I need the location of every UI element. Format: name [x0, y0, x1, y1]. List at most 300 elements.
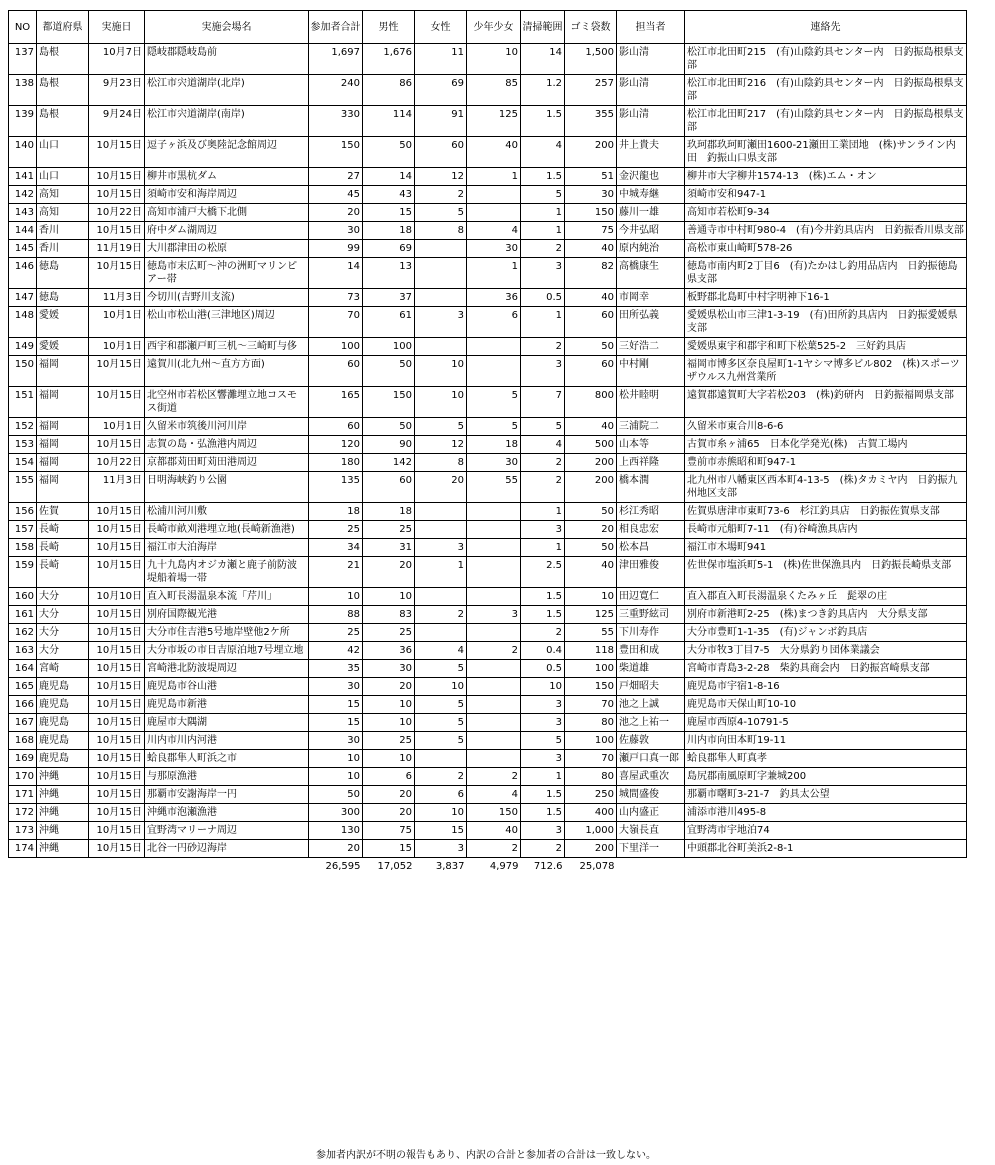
cell-male: 43 — [363, 186, 415, 204]
cell-area: 1.5 — [521, 588, 565, 606]
table-row — [9, 840, 967, 858]
cell-bags: 125 — [565, 606, 617, 624]
totals-spacer-end — [617, 858, 967, 876]
cell-bags: 118 — [565, 642, 617, 660]
table-row — [9, 436, 967, 454]
cell-date: 10月7日 — [89, 44, 145, 75]
cell-male: 18 — [363, 503, 415, 521]
cell-no: 145 — [9, 240, 37, 258]
totals-row — [9, 858, 967, 876]
cell-youth — [467, 750, 521, 768]
cell-prefecture: 山口 — [37, 137, 89, 168]
cell-venue: 松江市宍道湖岸(南岸) — [145, 106, 309, 137]
cell-bags: 40 — [565, 557, 617, 588]
cell-staff: 三好浩二 — [617, 338, 685, 356]
cell-venue: 須崎市安和海岸周辺 — [145, 186, 309, 204]
cell-no: 162 — [9, 624, 37, 642]
cell-contact: 佐世保市塩浜町5-1 (株)佐世保漁具内 日釣振長崎県支部 — [685, 557, 967, 588]
table-row — [9, 786, 967, 804]
cell-youth — [467, 678, 521, 696]
cell-contact: 豊前市赤熊昭和町947-1 — [685, 454, 967, 472]
cell-contact: 善通寺市中村町980-4 (有)今井釣具店内 日釣振香川県支部 — [685, 222, 967, 240]
cell-male: 25 — [363, 624, 415, 642]
cell-contact: 鹿児島市天保山町10-10 — [685, 696, 967, 714]
cell-female: 3 — [415, 539, 467, 557]
cell-male: 50 — [363, 356, 415, 387]
cell-contact: 川内市向田本町19-11 — [685, 732, 967, 750]
cell-male: 75 — [363, 822, 415, 840]
cell-female: 69 — [415, 75, 467, 106]
cell-date: 10月15日 — [89, 137, 145, 168]
cell-prefecture: 大分 — [37, 624, 89, 642]
cell-female: 5 — [415, 696, 467, 714]
cell-venue: 大分市坂の市日吉原泊地7号埋立地 — [145, 642, 309, 660]
cell-area: 10 — [521, 678, 565, 696]
cell-staff: 大嶺長直 — [617, 822, 685, 840]
cell-no: 138 — [9, 75, 37, 106]
col-header-male: 男性 — [363, 11, 415, 44]
cell-bags: 200 — [565, 137, 617, 168]
cell-contact: 久留米市東合川8-6-6 — [685, 418, 967, 436]
cell-youth: 2 — [467, 840, 521, 858]
cell-participants: 120 — [309, 436, 363, 454]
cell-bags: 60 — [565, 307, 617, 338]
cell-area: 1.5 — [521, 804, 565, 822]
cell-prefecture: 香川 — [37, 222, 89, 240]
table-row — [9, 44, 967, 75]
cell-bags: 60 — [565, 356, 617, 387]
cell-contact: 松江市北田町217 (有)山陰釣具センター内 日釣振島根県支部 — [685, 106, 967, 137]
cell-venue: 沖縄市泡瀬漁港 — [145, 804, 309, 822]
cell-female: 1 — [415, 557, 467, 588]
cell-male: 25 — [363, 521, 415, 539]
cell-participants: 30 — [309, 222, 363, 240]
cell-male: 15 — [363, 840, 415, 858]
cell-bags: 70 — [565, 696, 617, 714]
cell-bags: 50 — [565, 338, 617, 356]
cell-female — [415, 521, 467, 539]
cell-staff: 中城寿継 — [617, 186, 685, 204]
cell-area: 1.5 — [521, 606, 565, 624]
cell-date: 10月15日 — [89, 168, 145, 186]
cell-bags: 80 — [565, 714, 617, 732]
cell-staff: 中村剛 — [617, 356, 685, 387]
cell-youth — [467, 521, 521, 539]
cell-no: 150 — [9, 356, 37, 387]
cell-contact: 古賀市糸ヶ浦65 日本化学発光(株) 古賀工場内 — [685, 436, 967, 454]
cell-prefecture: 沖縄 — [37, 840, 89, 858]
cell-staff: 原内純治 — [617, 240, 685, 258]
cell-area: 3 — [521, 714, 565, 732]
cell-area: 0.4 — [521, 642, 565, 660]
cell-male: 25 — [363, 732, 415, 750]
cell-male: 20 — [363, 678, 415, 696]
cell-male: 60 — [363, 472, 415, 503]
cell-staff: 城間盛俊 — [617, 786, 685, 804]
cell-participants: 1,697 — [309, 44, 363, 75]
cell-no: 147 — [9, 289, 37, 307]
cell-male: 10 — [363, 750, 415, 768]
cell-area: 1 — [521, 503, 565, 521]
cell-area: 2 — [521, 240, 565, 258]
cell-area: 0.5 — [521, 660, 565, 678]
cell-female: 5 — [415, 714, 467, 732]
cell-date: 10月15日 — [89, 642, 145, 660]
cell-no: 156 — [9, 503, 37, 521]
cell-prefecture: 福岡 — [37, 356, 89, 387]
cell-bags: 82 — [565, 258, 617, 289]
cell-prefecture: 島根 — [37, 106, 89, 137]
cell-venue: 蛤良郡隼人町浜之市 — [145, 750, 309, 768]
col-header-female: 女性 — [415, 11, 467, 44]
cell-participants: 180 — [309, 454, 363, 472]
cell-prefecture: 大分 — [37, 606, 89, 624]
cell-date: 10月15日 — [89, 660, 145, 678]
cell-youth — [467, 660, 521, 678]
cell-bags: 80 — [565, 768, 617, 786]
cell-area: 3 — [521, 521, 565, 539]
cell-female: 8 — [415, 222, 467, 240]
cell-no: 160 — [9, 588, 37, 606]
cell-date: 11月3日 — [89, 289, 145, 307]
cell-area: 1 — [521, 768, 565, 786]
cell-participants: 20 — [309, 840, 363, 858]
cell-contact: 直入郡直入町長湯温泉くたみヶ丘 髭翠の庄 — [685, 588, 967, 606]
cell-no: 166 — [9, 696, 37, 714]
cell-no: 158 — [9, 539, 37, 557]
cell-staff: 影山清 — [617, 75, 685, 106]
cell-staff: 喜屋武重次 — [617, 768, 685, 786]
table-row — [9, 258, 967, 289]
cell-staff: 瀬戸口真一郎 — [617, 750, 685, 768]
cell-youth: 1 — [467, 258, 521, 289]
cell-bags: 500 — [565, 436, 617, 454]
cell-prefecture: 沖縄 — [37, 768, 89, 786]
cell-no: 152 — [9, 418, 37, 436]
cell-prefecture: 徳島 — [37, 258, 89, 289]
cell-youth: 1 — [467, 168, 521, 186]
cell-female — [415, 289, 467, 307]
cell-female: 10 — [415, 356, 467, 387]
cell-male: 14 — [363, 168, 415, 186]
cell-prefecture: 宮崎 — [37, 660, 89, 678]
header-row — [9, 11, 967, 44]
cell-participants: 14 — [309, 258, 363, 289]
table-body — [9, 44, 967, 858]
col-header-bags: ゴミ袋数 — [565, 11, 617, 44]
cell-area: 4 — [521, 436, 565, 454]
table-row — [9, 732, 967, 750]
cell-staff: 影山清 — [617, 106, 685, 137]
cell-date: 10月15日 — [89, 624, 145, 642]
cell-venue: 高知市浦戸大橋下北側 — [145, 204, 309, 222]
cell-bags: 1,000 — [565, 822, 617, 840]
cell-area: 3 — [521, 356, 565, 387]
cell-staff: 田辺寛仁 — [617, 588, 685, 606]
cell-bags: 800 — [565, 387, 617, 418]
cell-participants: 60 — [309, 418, 363, 436]
cell-female: 4 — [415, 642, 467, 660]
cell-youth: 5 — [467, 418, 521, 436]
table-row — [9, 75, 967, 106]
cell-male: 15 — [363, 204, 415, 222]
cell-venue: 与那原漁港 — [145, 768, 309, 786]
cell-venue: 遠賀川(北九州～直方方面) — [145, 356, 309, 387]
cell-contact: 高知市若松町9-34 — [685, 204, 967, 222]
cell-staff: 戸畑昭夫 — [617, 678, 685, 696]
cell-date: 10月15日 — [89, 768, 145, 786]
cell-participants: 25 — [309, 624, 363, 642]
table-row — [9, 714, 967, 732]
cell-male: 31 — [363, 539, 415, 557]
cell-staff: 津田雅俊 — [617, 557, 685, 588]
cell-bags: 51 — [565, 168, 617, 186]
cell-no: 148 — [9, 307, 37, 338]
cell-staff: 佐藤敦 — [617, 732, 685, 750]
cell-area: 3 — [521, 750, 565, 768]
cell-prefecture: 沖縄 — [37, 822, 89, 840]
cell-no: 153 — [9, 436, 37, 454]
cell-staff: 橋本潤 — [617, 472, 685, 503]
table-row — [9, 240, 967, 258]
table-row — [9, 387, 967, 418]
cell-date: 9月24日 — [89, 106, 145, 137]
cell-prefecture: 島根 — [37, 44, 89, 75]
table-row — [9, 472, 967, 503]
table-row — [9, 289, 967, 307]
cell-date: 10月15日 — [89, 521, 145, 539]
cell-venue: 直入町長湯温泉本流「芹川」 — [145, 588, 309, 606]
cell-male: 69 — [363, 240, 415, 258]
cell-prefecture: 高知 — [37, 204, 89, 222]
cell-youth: 36 — [467, 289, 521, 307]
cell-no: 140 — [9, 137, 37, 168]
cell-area: 2 — [521, 840, 565, 858]
cell-area: 1 — [521, 307, 565, 338]
total-bags: 25,078 — [565, 858, 617, 876]
cell-area: 2.5 — [521, 557, 565, 588]
cell-no: 169 — [9, 750, 37, 768]
table-row — [9, 338, 967, 356]
cell-male: 13 — [363, 258, 415, 289]
cell-youth — [467, 204, 521, 222]
cell-staff: 杉江秀昭 — [617, 503, 685, 521]
cell-date: 10月15日 — [89, 503, 145, 521]
cell-bags: 100 — [565, 732, 617, 750]
cell-prefecture: 福岡 — [37, 387, 89, 418]
cell-date: 10月15日 — [89, 356, 145, 387]
cell-venue: 鹿児島市新港 — [145, 696, 309, 714]
cell-date: 10月1日 — [89, 338, 145, 356]
cell-youth — [467, 714, 521, 732]
cell-staff: 下里洋一 — [617, 840, 685, 858]
cell-youth — [467, 338, 521, 356]
cell-participants: 50 — [309, 786, 363, 804]
cell-prefecture: 長崎 — [37, 557, 89, 588]
cell-participants: 20 — [309, 204, 363, 222]
cell-no: 170 — [9, 768, 37, 786]
cell-participants: 150 — [309, 137, 363, 168]
cell-venue: 川内市川内河港 — [145, 732, 309, 750]
cell-youth: 30 — [467, 454, 521, 472]
table-row — [9, 222, 967, 240]
cell-participants: 42 — [309, 642, 363, 660]
cell-staff: 松井睦明 — [617, 387, 685, 418]
cell-no: 164 — [9, 660, 37, 678]
cell-date: 10月15日 — [89, 258, 145, 289]
cell-area: 3 — [521, 258, 565, 289]
cell-area: 7 — [521, 387, 565, 418]
cell-female — [415, 240, 467, 258]
cell-male: 37 — [363, 289, 415, 307]
cell-bags: 40 — [565, 289, 617, 307]
total-female: 3,837 — [415, 858, 467, 876]
cell-venue: 隠岐郡隠岐島前 — [145, 44, 309, 75]
cell-youth — [467, 356, 521, 387]
cell-participants: 240 — [309, 75, 363, 106]
cell-youth: 4 — [467, 786, 521, 804]
cell-youth — [467, 732, 521, 750]
cell-participants: 15 — [309, 714, 363, 732]
table-row — [9, 356, 967, 387]
cell-date: 10月15日 — [89, 557, 145, 588]
cell-venue: 宮崎港北防波堤周辺 — [145, 660, 309, 678]
cell-bags: 257 — [565, 75, 617, 106]
cell-bags: 55 — [565, 624, 617, 642]
cell-prefecture: 山口 — [37, 168, 89, 186]
cell-prefecture: 沖縄 — [37, 804, 89, 822]
cell-youth — [467, 624, 521, 642]
cell-participants: 25 — [309, 521, 363, 539]
cell-male: 1,676 — [363, 44, 415, 75]
cell-venue: 大分市住吉港5号地岸壁他2ケ所 — [145, 624, 309, 642]
cell-contact: 宜野湾市宇地泊74 — [685, 822, 967, 840]
cell-date: 10月1日 — [89, 418, 145, 436]
cell-date: 10月15日 — [89, 222, 145, 240]
cell-staff: 三浦院二 — [617, 418, 685, 436]
cell-youth: 5 — [467, 387, 521, 418]
cell-no: 168 — [9, 732, 37, 750]
cell-prefecture: 沖縄 — [37, 786, 89, 804]
table-row — [9, 804, 967, 822]
cell-participants: 21 — [309, 557, 363, 588]
cell-no: 143 — [9, 204, 37, 222]
cell-staff: 金沢龍也 — [617, 168, 685, 186]
cell-date: 10月15日 — [89, 786, 145, 804]
table-row — [9, 660, 967, 678]
cell-female — [415, 750, 467, 768]
cell-prefecture: 福岡 — [37, 418, 89, 436]
cell-male: 50 — [363, 418, 415, 436]
cell-venue: 那覇市安謝海岸一円 — [145, 786, 309, 804]
cell-no: 161 — [9, 606, 37, 624]
cell-youth: 3 — [467, 606, 521, 624]
cell-date: 10月10日 — [89, 588, 145, 606]
table-row — [9, 768, 967, 786]
table-row — [9, 678, 967, 696]
cell-participants: 30 — [309, 732, 363, 750]
cell-female: 2 — [415, 606, 467, 624]
cell-youth: 2 — [467, 768, 521, 786]
cell-no: 167 — [9, 714, 37, 732]
cell-bags: 40 — [565, 240, 617, 258]
cell-youth: 55 — [467, 472, 521, 503]
cell-venue: 日明海峡釣り公園 — [145, 472, 309, 503]
cell-area: 3 — [521, 696, 565, 714]
table-row — [9, 606, 967, 624]
cell-bags: 40 — [565, 418, 617, 436]
cell-date: 11月19日 — [89, 240, 145, 258]
cell-venue: 九十九島内オジカ瀬と鹿子前防波堤船着場一帯 — [145, 557, 309, 588]
cell-area: 1.5 — [521, 168, 565, 186]
cell-contact: 宮崎市青島3-2-28 柴釣具商会内 日釣振宮崎県支部 — [685, 660, 967, 678]
cell-participants: 100 — [309, 338, 363, 356]
cell-date: 10月15日 — [89, 750, 145, 768]
col-header-contact: 連絡先 — [685, 11, 967, 44]
cell-date: 10月15日 — [89, 539, 145, 557]
cell-contact: 高松市東山崎町578-26 — [685, 240, 967, 258]
cell-female: 12 — [415, 436, 467, 454]
cell-participants: 300 — [309, 804, 363, 822]
cell-contact: 愛媛県東宇和郡宇和町下松葉525-2 三好釣具店 — [685, 338, 967, 356]
cell-no: 159 — [9, 557, 37, 588]
cell-contact: 鹿児島市宇宿1-8-16 — [685, 678, 967, 696]
cell-youth: 150 — [467, 804, 521, 822]
cell-area: 1 — [521, 204, 565, 222]
cell-bags: 70 — [565, 750, 617, 768]
cell-venue: 北空州市若松区響灘埋立地コスモス街道 — [145, 387, 309, 418]
cell-area: 1.2 — [521, 75, 565, 106]
cell-area: 5 — [521, 186, 565, 204]
cell-female: 5 — [415, 418, 467, 436]
cell-date: 10月15日 — [89, 840, 145, 858]
cell-no: 165 — [9, 678, 37, 696]
cell-female — [415, 503, 467, 521]
cell-contact: 別府市新港町2-25 (株)まつき釣具店内 大分県支部 — [685, 606, 967, 624]
cell-male: 83 — [363, 606, 415, 624]
cell-prefecture: 福岡 — [37, 436, 89, 454]
cell-no: 171 — [9, 786, 37, 804]
cell-area: 5 — [521, 732, 565, 750]
cell-staff: 相良忠宏 — [617, 521, 685, 539]
cell-contact: 愛媛県松山市三津1-3-19 (有)田所釣具店内 日釣振愛媛県支部 — [685, 307, 967, 338]
cell-prefecture: 大分 — [37, 642, 89, 660]
cell-bags: 50 — [565, 539, 617, 557]
total-male: 17,052 — [363, 858, 415, 876]
cell-staff: 田所弘義 — [617, 307, 685, 338]
cell-no: 151 — [9, 387, 37, 418]
cell-participants: 18 — [309, 503, 363, 521]
table-row — [9, 168, 967, 186]
cell-staff: 豊田和成 — [617, 642, 685, 660]
total-youth: 4,979 — [467, 858, 521, 876]
cell-participants: 88 — [309, 606, 363, 624]
cell-prefecture: 長崎 — [37, 521, 89, 539]
cell-area: 2 — [521, 624, 565, 642]
cell-staff: 影山清 — [617, 44, 685, 75]
cell-female — [415, 624, 467, 642]
cell-female: 10 — [415, 678, 467, 696]
cell-no: 154 — [9, 454, 37, 472]
cell-youth: 30 — [467, 240, 521, 258]
cell-area: 1 — [521, 222, 565, 240]
cell-male: 50 — [363, 137, 415, 168]
col-header-staff: 担当者 — [617, 11, 685, 44]
cell-bags: 200 — [565, 454, 617, 472]
cell-prefecture: 愛媛 — [37, 338, 89, 356]
cell-bags: 10 — [565, 588, 617, 606]
cell-female: 5 — [415, 204, 467, 222]
